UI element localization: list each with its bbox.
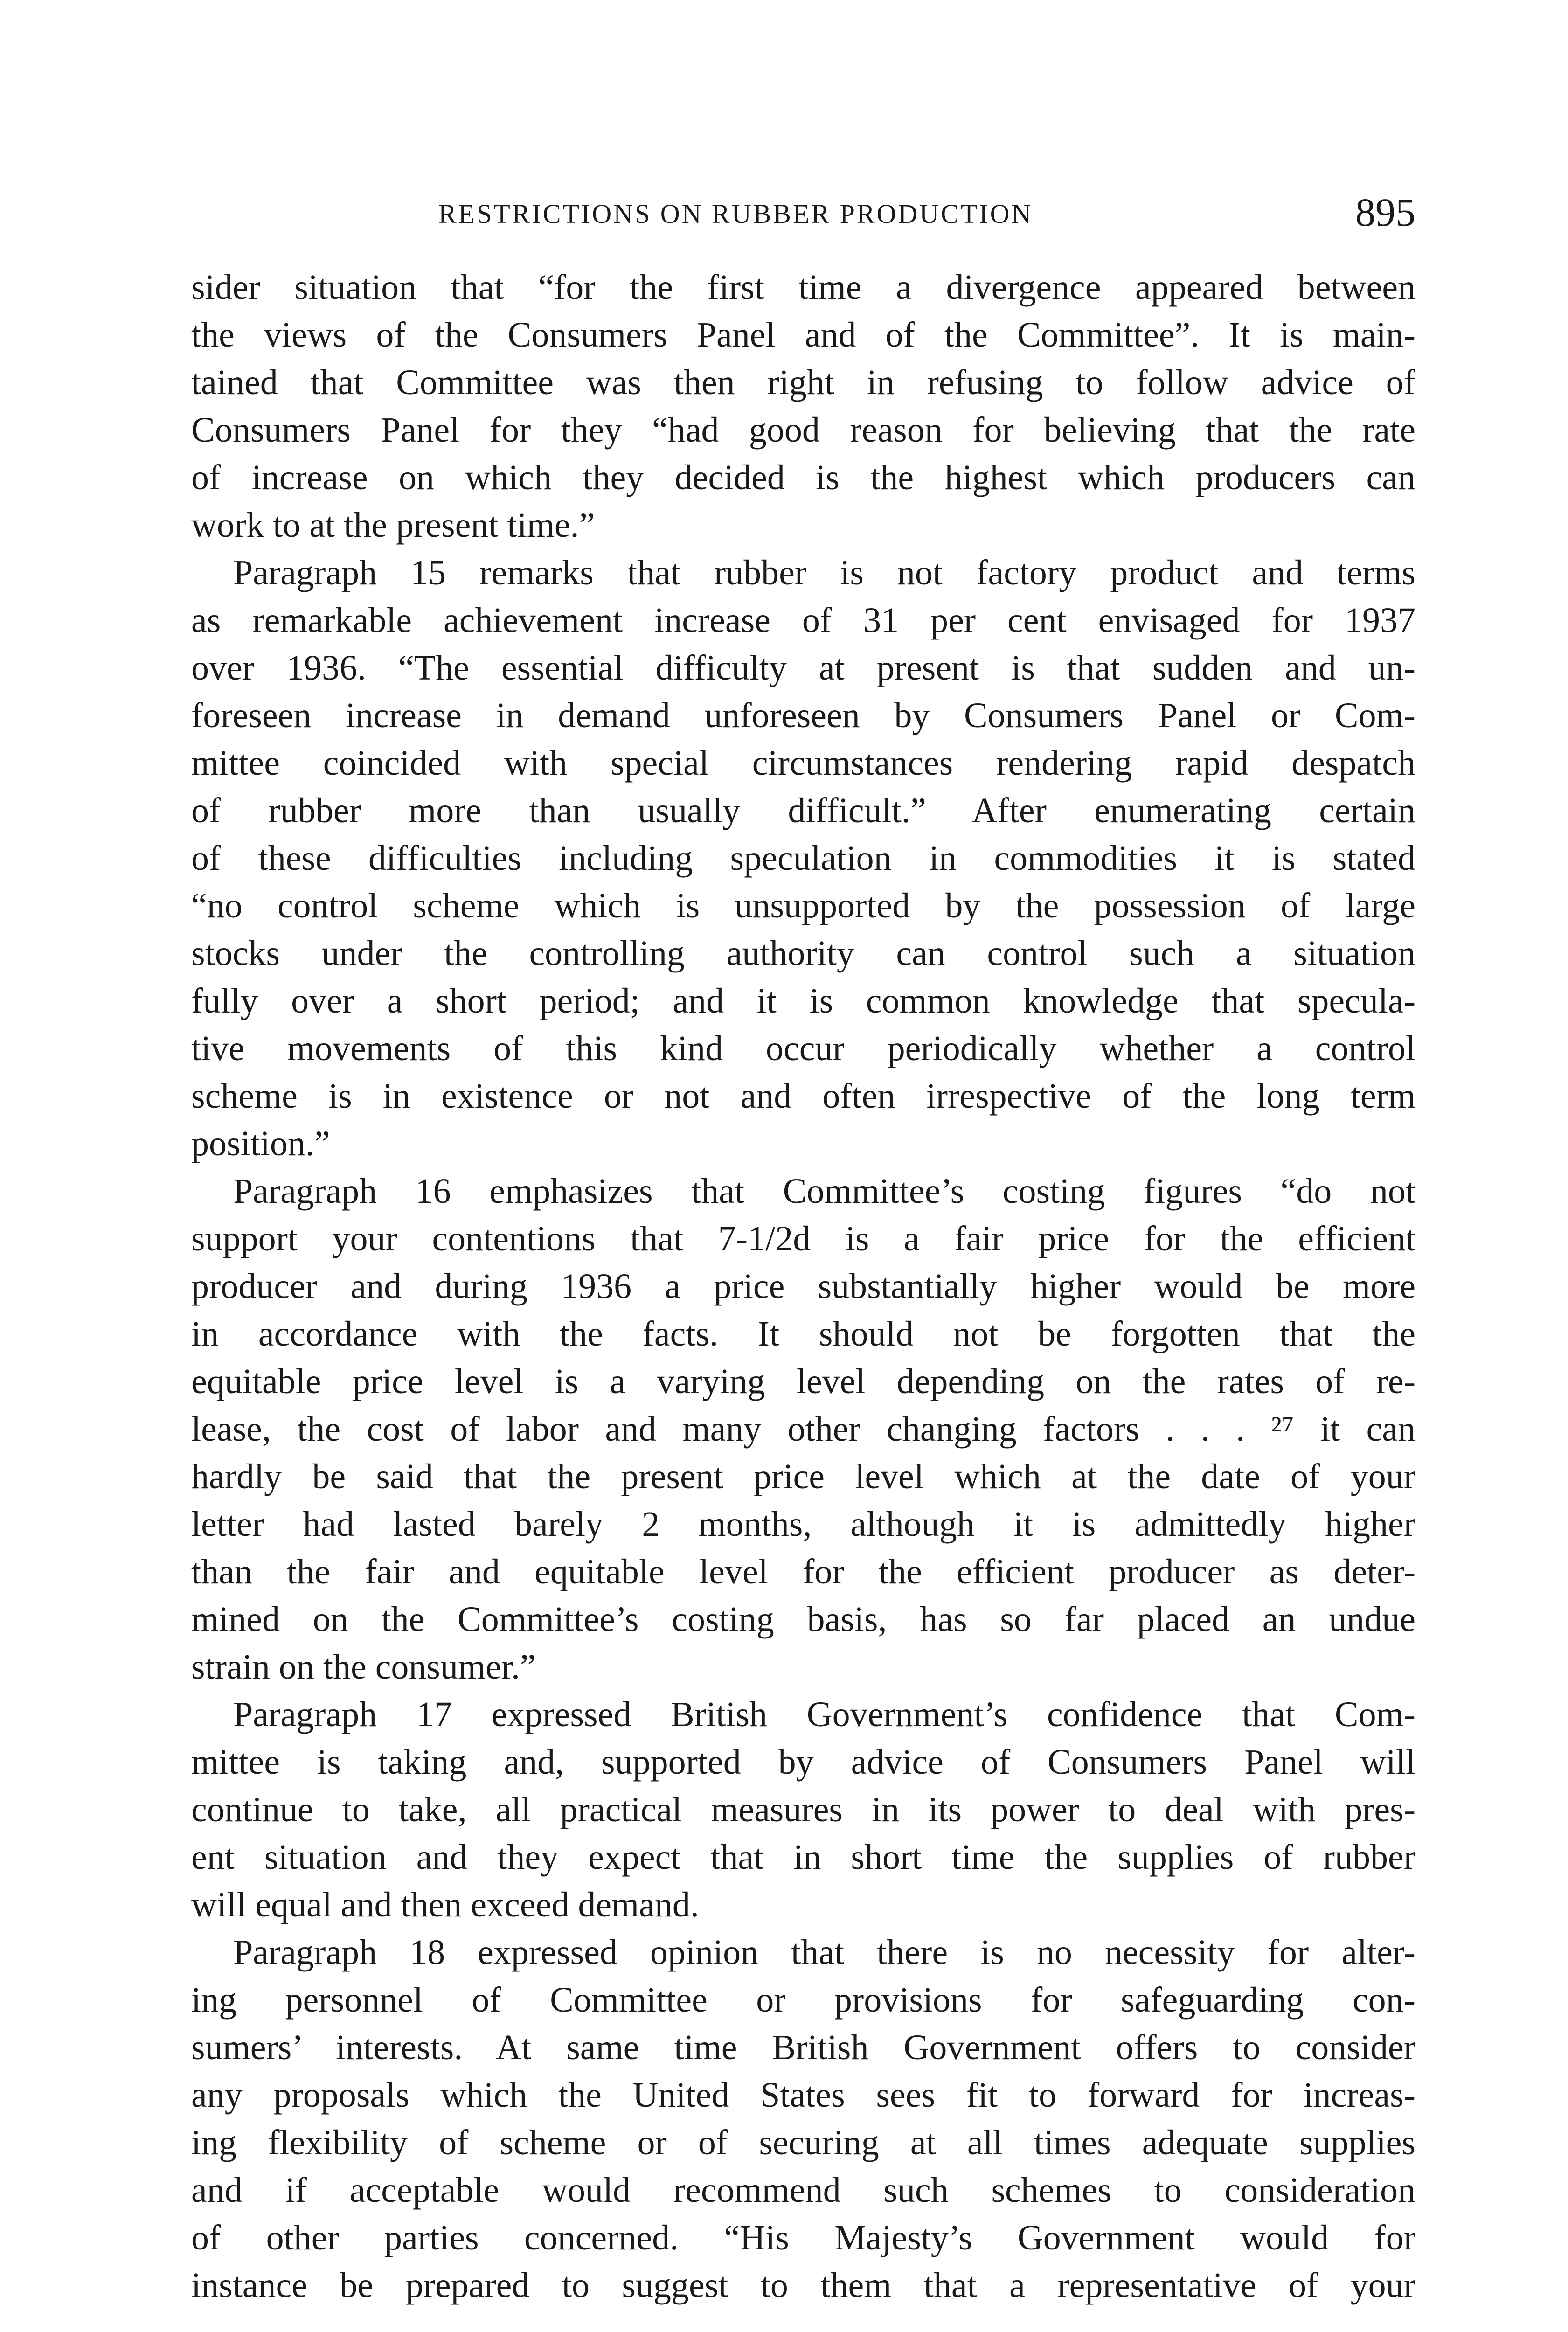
running-head [191, 189, 1415, 236]
text-line: stocks under the controlling authority can control such a situation [191, 934, 1415, 973]
text-line: of rubber more than usually difficult.” After enumerating certain [191, 791, 1415, 830]
text-line: sider situation that “for the first time a divergence appeared between [191, 268, 1415, 307]
text-line: foreseen increase in demand unforeseen by Consumers Panel or Com- [191, 696, 1415, 735]
page-number: 895 [1355, 190, 1415, 235]
text-line: Paragraph 16 emphasizes that Committee’s costing figures “do not [233, 1172, 1415, 1211]
text-line: strain on the consumer.” [191, 1647, 536, 1687]
text-line: producer and during 1936 a price substantially higher would be more [191, 1267, 1415, 1306]
text-line: lease, the cost of labor and many other changing factors . . . ²⁷ it can [191, 1409, 1415, 1449]
text-line: Consumers Panel for they “had good reason for believing that the rate [191, 410, 1415, 450]
text-line: work to at the present time.” [191, 506, 595, 545]
text-line: sumers’ interests. At same time British Government offers to consider [191, 2028, 1415, 2067]
text-line: in accordance with the facts. It should not be forgotten that the [191, 1314, 1415, 1353]
text-line: as remarkable achievement increase of 31 per cent envisaged for 1937 [191, 601, 1415, 640]
body-text [191, 264, 1415, 2309]
text-line: will equal and then exceed demand. [191, 1885, 699, 1924]
text-line: support your contentions that 7-1/2d is a fair price for the efficient [191, 1219, 1415, 1258]
text-line: scheme is in existence or not and often irrespective of the long term [191, 1076, 1415, 1116]
text-line: over 1936. “The essential difficulty at present is that sudden and un- [191, 648, 1415, 687]
text-line: mittee is taking and, supported by advice of Consumers Panel will [191, 1742, 1415, 1782]
text-line: letter had lasted barely 2 months, although it is admittedly higher [191, 1505, 1415, 1544]
paragraph-16 [191, 1167, 1415, 1691]
text-line: position.” [191, 1124, 330, 1163]
paragraph-15 [191, 549, 1415, 1167]
text-line: the views of the Consumers Panel and of the Committee”. It is main- [191, 315, 1415, 354]
text-line: ing flexibility of scheme or of securing at all times adequate supplies [191, 2123, 1415, 2162]
text-line: mined on the Committee’s costing basis, has so far placed an undue [191, 1600, 1415, 1639]
running-title: RESTRICTIONS ON RUBBER PRODUCTION [438, 199, 1033, 229]
text-line: tained that Committee was then right in refusing to follow advice of [191, 363, 1415, 402]
text-line: ing personnel of Committee or provisions for safeguarding con- [191, 1980, 1415, 2020]
text-line: of increase on which they decided is the highest which producers can [191, 458, 1415, 497]
paragraph-continuation [191, 264, 1415, 549]
text-line: “no control scheme which is unsupported by the possession of large [191, 886, 1415, 925]
text-line: continue to take, all practical measures in its power to deal with pres- [191, 1790, 1415, 1829]
paragraph-18 [191, 1929, 1415, 2309]
text-line: of these difficulties including speculation in commodities it is stated [191, 839, 1415, 878]
text-line: than the fair and equitable level for the efficient producer as deter- [191, 1552, 1415, 1591]
text-line: ent situation and they expect that in short time the supplies of rubber [191, 1838, 1415, 1877]
text-line: fully over a short period; and it is common knowledge that specula- [191, 981, 1415, 1020]
text-line: Paragraph 17 expressed British Government’s confidence that Com- [233, 1695, 1415, 1734]
text-line: of other parties concerned. “His Majesty’s Government would for [191, 2218, 1415, 2257]
text-line: hardly be said that the present price level which at the date of your [191, 1457, 1415, 1496]
text-line: any proposals which the United States sees fit to forward for increas- [191, 2075, 1415, 2115]
text-line: and if acceptable would recommend such schemes to consideration [191, 2171, 1415, 2210]
text-line: tive movements of this kind occur periodically whether a control [191, 1029, 1415, 1068]
text-line: Paragraph 15 remarks that rubber is not factory product and terms [233, 553, 1415, 592]
text-line: mittee coincided with special circumstances rendering rapid despatch [191, 743, 1415, 783]
text-line: equitable price level is a varying level depending on the rates of re- [191, 1362, 1415, 1401]
text-line: instance be prepared to suggest to them that a representative of your [191, 2266, 1415, 2305]
paragraph-17 [191, 1691, 1415, 1929]
text-line: Paragraph 18 expressed opinion that there is no necessity for alter- [233, 1933, 1415, 1972]
